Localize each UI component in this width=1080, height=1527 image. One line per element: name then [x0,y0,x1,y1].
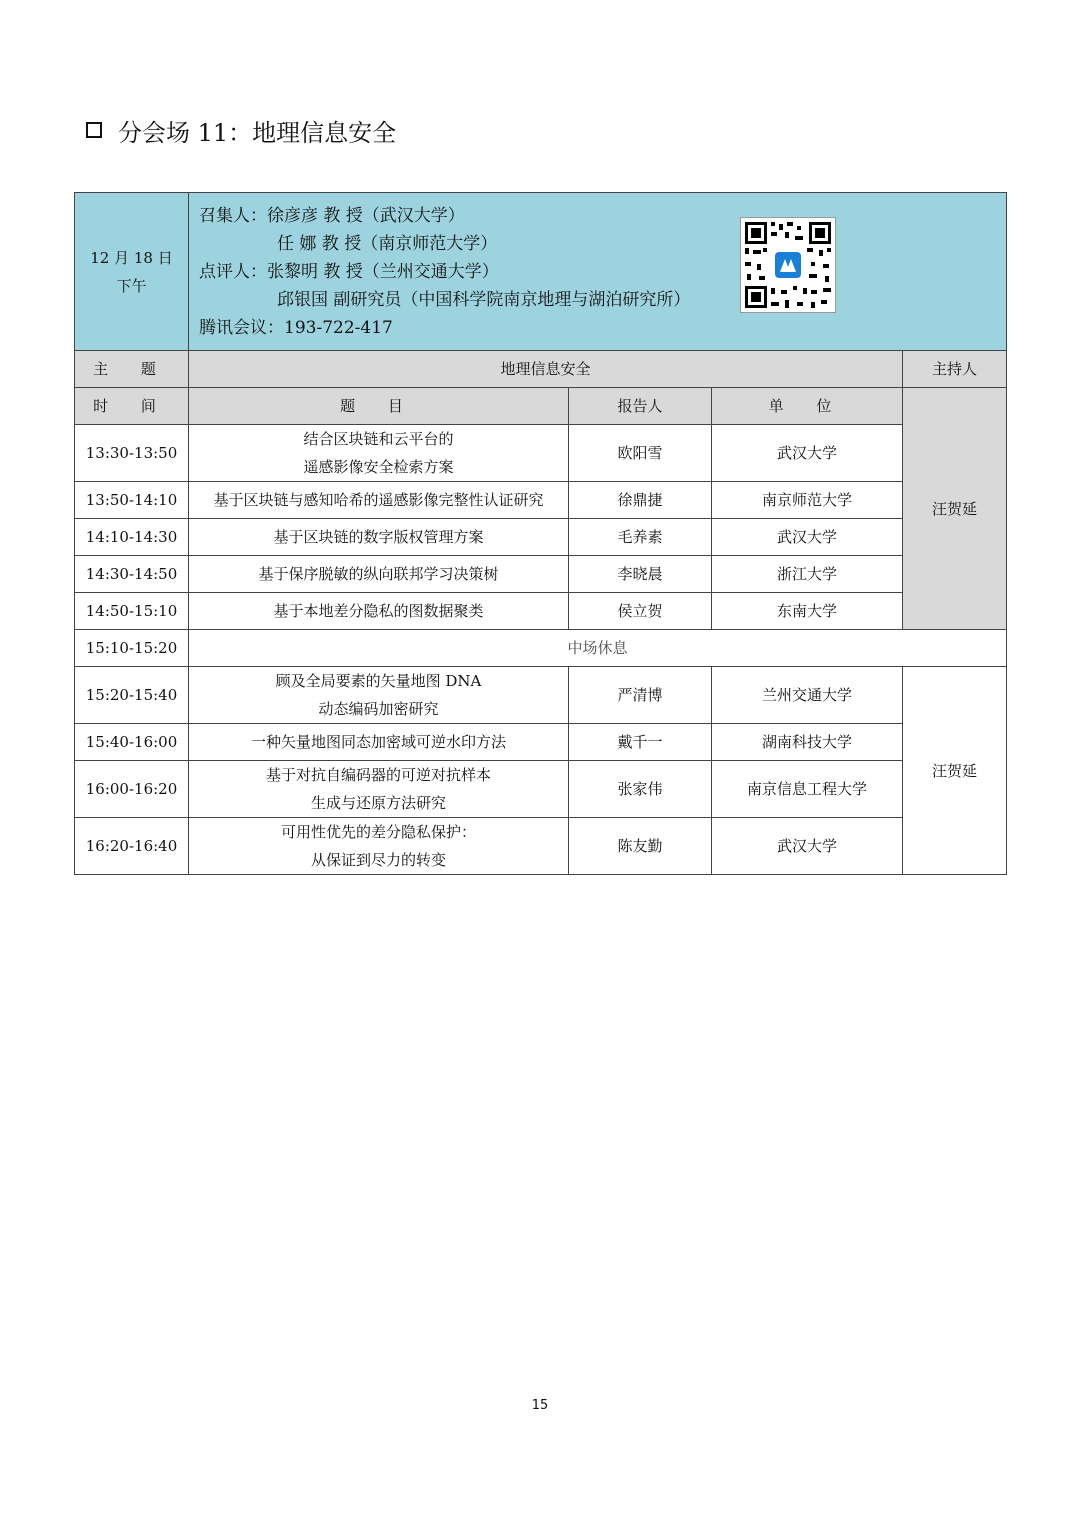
date-text: 12 月 18 日 [90,248,173,267]
title-line: 遥感影像安全检索方案 [303,458,454,476]
qr-code-graphic [741,218,835,312]
reviewer-line-1 [199,258,996,286]
unit-cell: 东南大学 [712,593,903,630]
unit-cell: 湖南科技大学 [712,724,903,761]
title-cell: 基于区块链与感知哈希的遥感影像完整性认证研究 [189,482,569,519]
unit-header: 单 位 [712,388,903,425]
table-row [75,667,1007,724]
session-title: 分会场 11：地理信息安全 [118,118,397,147]
table-row [75,761,1007,818]
schedule-table [74,192,1007,875]
speaker-cell: 侯立贺 [569,593,712,630]
unit-cell: 兰州交通大学 [712,667,903,724]
host-cell-1: 汪贺延 [903,388,1007,630]
speaker-cell: 陈友勤 [569,818,712,875]
page-number: 15 [531,1398,549,1413]
unit-cell: 武汉大学 [712,519,903,556]
title-cell [189,667,569,724]
title-cell: 基于区块链的数字版权管理方案 [189,519,569,556]
column-header-row [75,388,1007,425]
table-row [75,482,1007,519]
title-line: 可用性优先的差分隐私保护： [280,823,476,841]
title-line: 结合区块链和云平台的 [303,430,454,448]
speaker-cell: 李晓晨 [569,556,712,593]
convener-label: 召集人： [199,205,267,226]
speaker-cell: 毛养素 [569,519,712,556]
theme-value: 地理信息安全 [189,351,903,388]
time-cell: 14:50-15:10 [75,593,189,630]
title-cell: 基于保序脱敏的纵向联邦学习决策树 [189,556,569,593]
table-row [75,519,1007,556]
speaker-cell: 徐鼎捷 [569,482,712,519]
table-row [75,593,1007,630]
theme-row [75,351,1007,388]
title-line: 基于对抗自编码器的可逆对抗样本 [265,766,491,784]
speaker-cell: 欧阳雪 [569,425,712,482]
title-line: 动态编码加密研究 [318,700,439,718]
title-cell [189,761,569,818]
break-time: 15:10-15:20 [75,630,189,667]
time-cell: 16:20-16:40 [75,818,189,875]
meeting-line: 腾讯会议：193-722-417 [199,317,393,338]
time-cell: 16:00-16:20 [75,761,189,818]
table-row [75,724,1007,761]
date-cell [75,193,189,351]
period-text: 下午 [116,276,147,295]
checkbox-square-icon [86,122,102,138]
unit-cell: 南京师范大学 [712,482,903,519]
theme-label: 主 题 [75,351,189,388]
time-cell: 14:10-14:30 [75,519,189,556]
qr-code-icon [740,217,836,313]
title-line: 生成与还原方法研究 [310,794,446,812]
host-label: 主持人 [903,351,1007,388]
reviewer-1: 张黎明 教 授（兰州交通大学） [267,261,499,282]
table-row [75,818,1007,875]
title-cell [189,818,569,875]
time-cell: 15:20-15:40 [75,667,189,724]
break-row [75,630,1007,667]
title-line: 顾及全局要素的矢量地图 DNA [275,672,482,690]
table-row [75,556,1007,593]
organizers-cell [189,193,1007,351]
convener-line-2: 任 娜 教 授（南京师范大学） [277,233,498,254]
title-cell: 基于本地差分隐私的图数据聚类 [189,593,569,630]
time-cell: 14:30-14:50 [75,556,189,593]
time-cell: 13:30-13:50 [75,425,189,482]
convener-1: 徐彦彦 教 授（武汉大学） [267,205,465,226]
speaker-cell: 戴千一 [569,724,712,761]
break-label: 中场休息 [189,630,1007,667]
reviewer-line-2: 邱银国 副研究员（中国科学院南京地理与湖泊研究所） [277,289,691,310]
title-header: 题 目 [189,388,569,425]
host-cell-2: 汪贺延 [903,667,1007,875]
speaker-cell: 张家伟 [569,761,712,818]
time-header: 时 间 [75,388,189,425]
unit-cell: 南京信息工程大学 [712,761,903,818]
title-cell [189,425,569,482]
time-cell: 13:50-14:10 [75,482,189,519]
speaker-cell: 严清博 [569,667,712,724]
unit-cell: 浙江大学 [712,556,903,593]
convener-line-1 [199,202,996,230]
info-row [75,193,1007,351]
unit-cell: 武汉大学 [712,818,903,875]
title-line: 从保证到尽力的转变 [310,851,446,869]
speaker-header: 报告人 [569,388,712,425]
table-row [75,425,1007,482]
session-heading [86,112,396,148]
time-cell: 15:40-16:00 [75,724,189,761]
reviewer-label: 点评人： [199,261,267,282]
unit-cell: 武汉大学 [712,425,903,482]
title-cell: 一种矢量地图同态加密域可逆水印方法 [189,724,569,761]
